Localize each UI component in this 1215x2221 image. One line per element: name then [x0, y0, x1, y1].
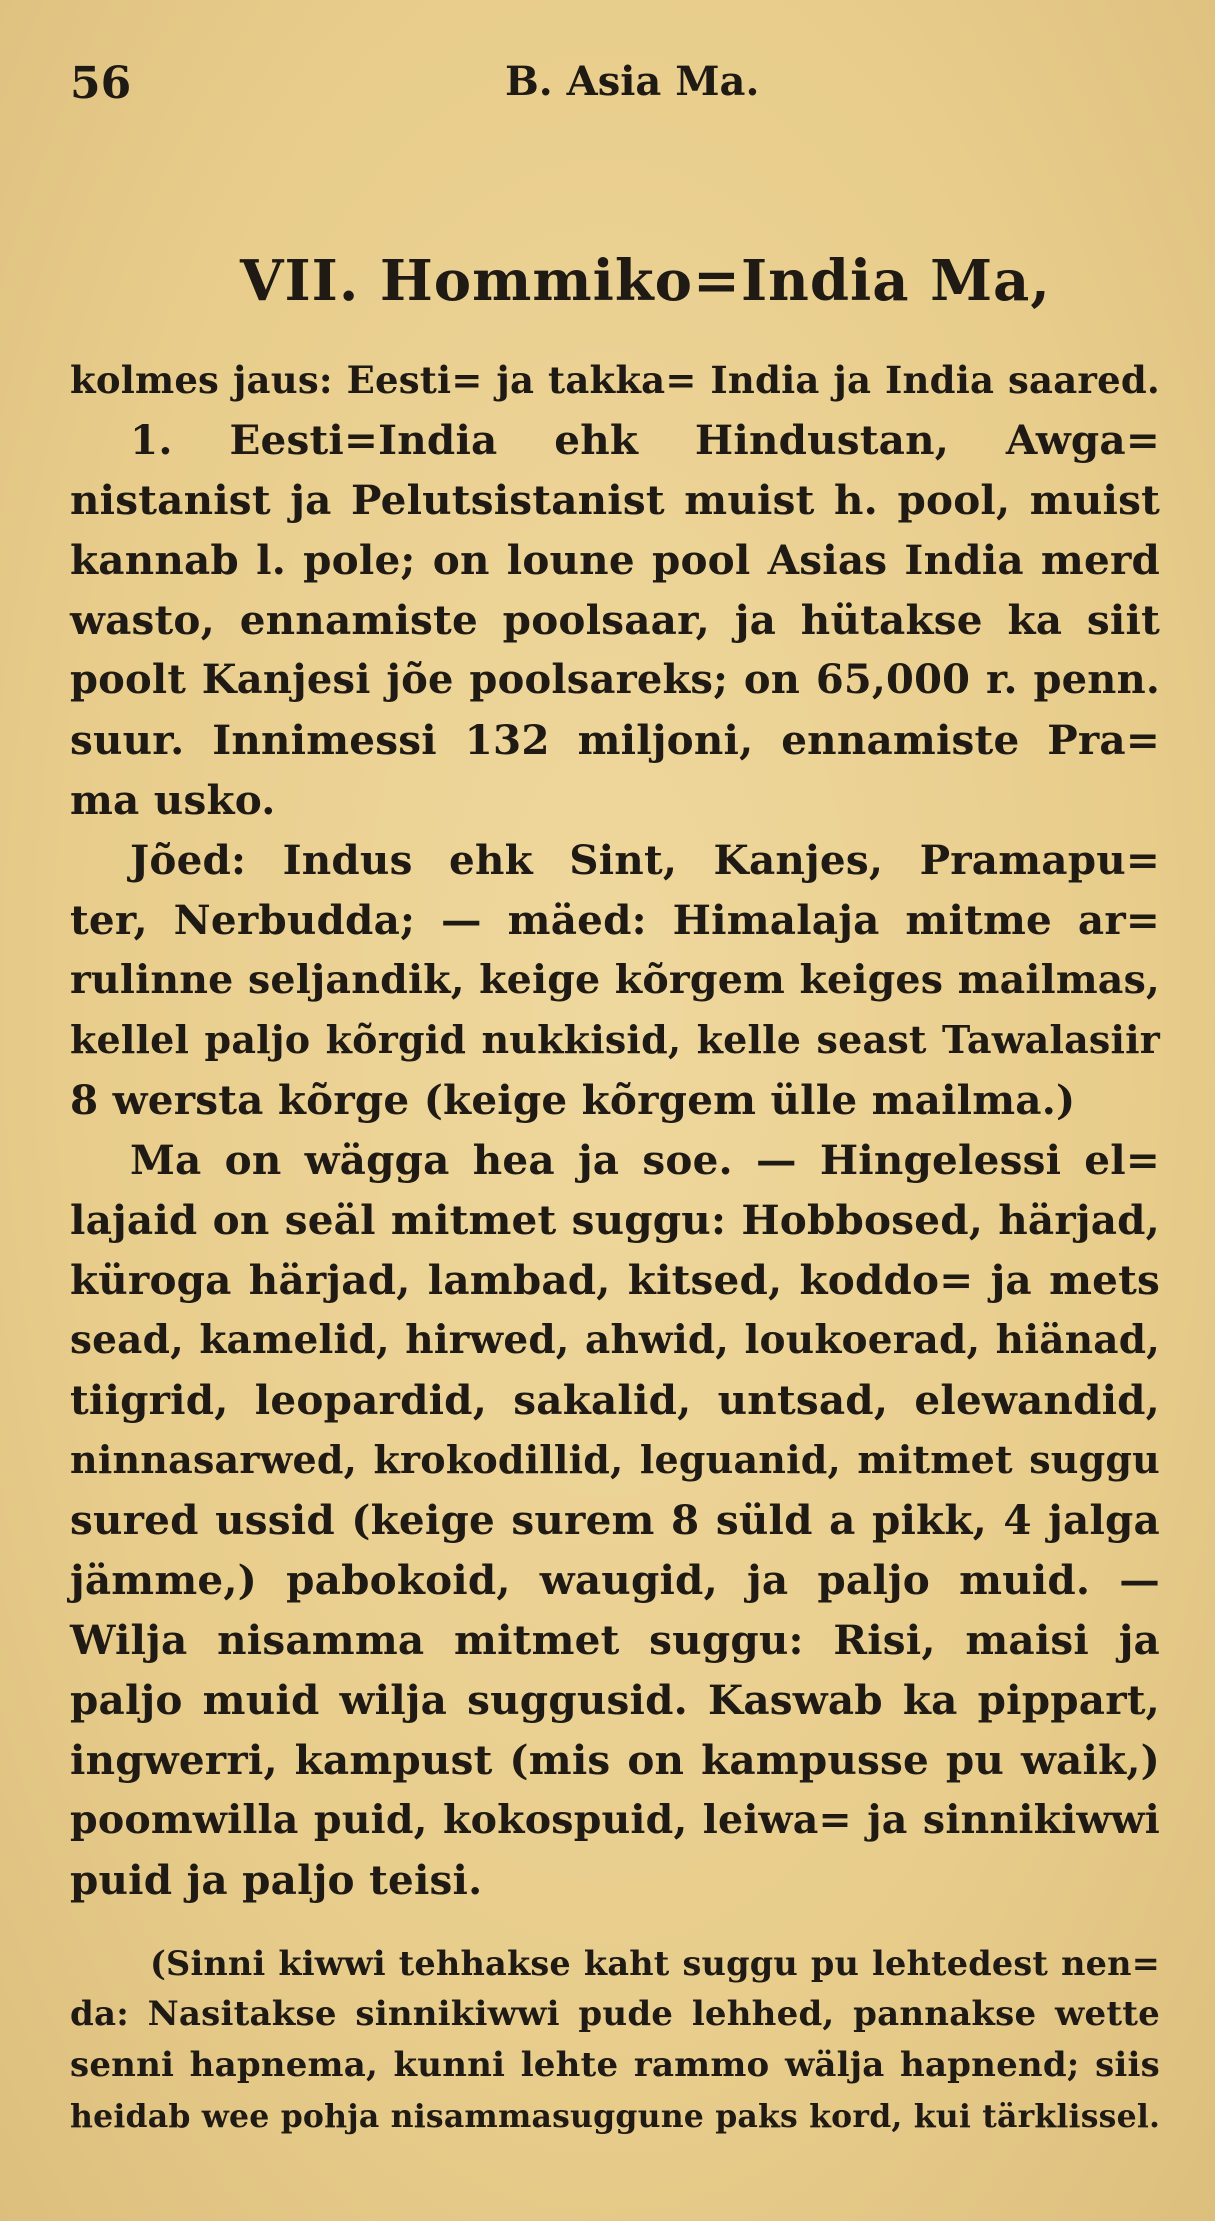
text-line: ma usko.	[70, 776, 276, 824]
text-line: Wilja nisamma mitmet suggu: Risi, maisi ja	[70, 1616, 1160, 1664]
text-line: ter, Nerbudda; — mäed: Himalaja mitme ar=	[70, 896, 1160, 944]
text-line: 8 wersta kõrge (keige kõrgem ülle mailma.)	[70, 1076, 1076, 1124]
text-line: Jõed: Indus ehk Sint, Kanjes, Pramapu=	[130, 836, 1160, 884]
text-line: kolmes jaus: Eesti= ja takka= India ja India saared.	[70, 358, 1160, 402]
text-line: kellel paljo kõrgid nukkisid, kelle seast Tawalasiir	[70, 1017, 1160, 1062]
text-line: suur. Innimessi 132 miljoni, ennamiste Pra=	[70, 716, 1160, 764]
note-line: heidab wee pohja nisammasuggune paks kord, kui tärklissel.	[70, 2098, 1161, 2135]
text-line: nistanist ja Pelutsistanist muist h. pool, muist	[70, 476, 1160, 524]
footnote	[70, 1938, 1160, 2142]
note-line: senni hapnema, kunni lehte rammo wälja hapnend; siis	[70, 2045, 1160, 2085]
text-line: poomwilla puid, kokospuid, leiwa= ja sinnikiwwi	[70, 1797, 1160, 1843]
note-line: da: Nasitakse sinnikiwwi pude lehhed, pannakse wette	[70, 1994, 1160, 2034]
text-line: sead, kamelid, hirwed, ahwid, loukoerad, hiänad,	[70, 1317, 1160, 1363]
text-line: ingwerri, kampust (mis on kampusse pu waik,)	[70, 1736, 1160, 1784]
text-line: sured ussid (keige surem 8 süld a pikk, 4 jalga	[70, 1496, 1160, 1544]
text-line: wasto, ennamiste poolsaar, ja hütakse ka siit	[70, 596, 1160, 644]
text-line: Ma on wägga hea ja soe. — Hingelessi el=	[130, 1136, 1160, 1184]
note-line: (Sinni kiwwi tehhakse kaht suggu pu lehtedest nen=	[150, 1944, 1160, 1983]
text-line: küroga härjad, lambad, kitsed, koddo= ja mets	[70, 1256, 1160, 1304]
page-number: 56	[70, 58, 132, 109]
text-line: puid ja paljo teisi.	[70, 1856, 483, 1904]
text-line: tiigrid, leopardid, sakalid, untsad, elewandid,	[70, 1376, 1160, 1424]
text-line: ninnasarwed, krokodillid, leguanid, mitmet suggu	[70, 1437, 1160, 1482]
text-line: paljo muid wilja suggusid. Kaswab ka pippart,	[70, 1676, 1160, 1724]
body-text	[70, 350, 1160, 1910]
page-header	[70, 58, 1215, 148]
text-line: poolt Kanjesi jõe poolsareks; on 65,000 r. penn.	[70, 656, 1160, 703]
section-title: VII. Hommiko=India Ma,	[240, 248, 1051, 314]
text-line: 1. Eesti=India ehk Hindustan, Awga=	[130, 416, 1160, 464]
text-line: rulinne seljandik, keige kõrgem keiges mailmas,	[70, 957, 1160, 1003]
running-head: B. Asia Ma.	[505, 58, 760, 105]
text-line: kannab l. pole; on loune pool Asias India merd	[70, 536, 1160, 584]
text-line: lajaid on seäl mitmet suggu: Hobbosed, härjad,	[70, 1196, 1160, 1244]
text-line: jämme,) pabokoid, waugid, ja paljo muid. —	[70, 1556, 1160, 1604]
